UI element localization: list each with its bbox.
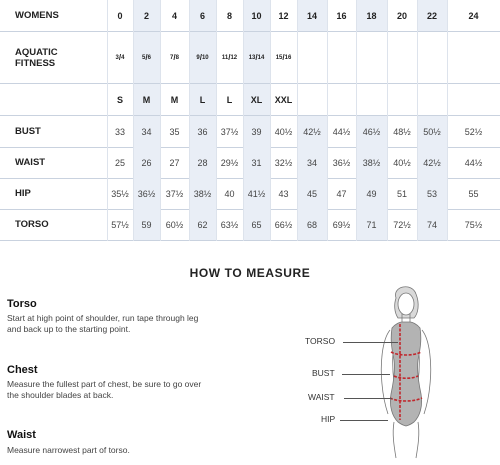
- measurement-row-bust: [0, 116, 500, 147]
- row-label: HIP: [15, 188, 31, 199]
- table-cell: 44½: [332, 126, 351, 137]
- measurement-row-waist: [0, 147, 500, 178]
- fraction-denominator: 10: [201, 54, 209, 61]
- measurement-row-torso: [0, 209, 500, 240]
- table-cell: 42½: [297, 116, 327, 147]
- fraction-denominator: 6: [147, 54, 151, 61]
- table-cell: 35½: [111, 188, 129, 199]
- table-cell: 69½: [332, 219, 351, 230]
- size-header-4: 4: [171, 10, 177, 21]
- fraction-numerator: 15: [275, 54, 283, 61]
- table-cell: 48½: [393, 126, 411, 137]
- aquatic-fitness-row: [0, 32, 500, 83]
- fraction-denominator: 8: [175, 54, 179, 61]
- figure-label-hip: HIP: [321, 414, 336, 424]
- table-cell: 41½: [243, 178, 270, 209]
- table-cell: 27: [169, 157, 180, 168]
- size-header-16: 16: [336, 10, 347, 21]
- letter-size-row: [0, 84, 500, 115]
- table-cell: 34: [133, 116, 160, 147]
- measurement-figure: [300, 284, 500, 459]
- table-cell: 40½: [393, 157, 411, 168]
- table-cell: 43: [278, 188, 289, 199]
- table-cell: 29½: [220, 157, 239, 168]
- size-header-18: 18: [356, 0, 387, 31]
- table-cell: 38½: [189, 178, 216, 209]
- letter-size-5: XL: [243, 84, 270, 115]
- table-cell: 55: [468, 188, 479, 199]
- table-cell: 36½: [332, 157, 351, 168]
- table-cell: 46½: [356, 116, 387, 147]
- chest-title: Chest: [7, 364, 38, 376]
- aquatic-label-line2: FITNESS: [15, 57, 56, 69]
- size-header-0: 0: [117, 10, 123, 21]
- table-cell: 49: [356, 178, 387, 209]
- figure-label-torso: TORSO: [305, 336, 336, 346]
- size-header-2: 2: [133, 0, 160, 31]
- table-cell: 35: [169, 126, 180, 137]
- table-cell: 26: [133, 147, 160, 178]
- table-cell: 63½: [220, 219, 239, 230]
- table-cell: 37½: [165, 188, 184, 199]
- table-cell: 32½: [274, 157, 293, 168]
- table-cell: 71: [356, 209, 387, 240]
- letter-size-3: L: [189, 84, 216, 115]
- letter-size-6: XXL: [274, 94, 293, 105]
- table-cell: 72½: [393, 219, 411, 230]
- table-cell: 38½: [356, 147, 387, 178]
- torso-title: Torso: [7, 298, 37, 310]
- table-cell: 74: [417, 209, 447, 240]
- waist-title: Waist: [7, 429, 36, 441]
- fraction-numerator: 5: [142, 54, 146, 61]
- table-cell: 45: [297, 178, 327, 209]
- fraction-denominator: 12: [230, 54, 238, 61]
- womens-header: WOMENS: [15, 10, 59, 21]
- table-cell: 37½: [220, 126, 239, 137]
- table-cell: 57½: [111, 219, 129, 230]
- table-cell: 62: [189, 209, 216, 240]
- fraction-numerator: 13: [248, 54, 256, 61]
- aquatic-size-2: 7 / 8: [170, 53, 179, 62]
- size-header-24: 24: [468, 10, 479, 21]
- measurement-row-hip: [0, 178, 500, 209]
- size-header-14: 14: [297, 0, 327, 31]
- fraction-denominator: 16: [284, 54, 292, 61]
- row-label: BUST: [15, 126, 41, 137]
- letter-size-4: L: [226, 94, 233, 105]
- fraction-denominator: 4: [121, 54, 125, 61]
- table-cell: 51: [396, 188, 407, 199]
- size-header-8: 8: [226, 10, 232, 21]
- table-cell: 28: [189, 147, 216, 178]
- table-cell: 59: [133, 209, 160, 240]
- chest-text: Measure the fullest part of chest, be sure to go over the shoulder blades at back.: [7, 379, 202, 400]
- figure-label-waist: WAIST: [308, 392, 335, 402]
- fraction-numerator: 3: [115, 54, 119, 61]
- table-cell: 52½: [464, 126, 483, 137]
- aquatic-size-3: 9 / 10: [189, 32, 216, 83]
- swimsuit-shape: [390, 322, 421, 426]
- letter-size-2: M: [170, 94, 179, 105]
- size-header-20: 20: [396, 10, 407, 21]
- table-cell: 44½: [464, 157, 483, 168]
- table-cell: 53: [417, 178, 447, 209]
- table-cell: 68: [297, 209, 327, 240]
- table-cell: 40: [224, 188, 235, 199]
- size-header-10: 10: [243, 0, 270, 31]
- table-cell: 33: [114, 126, 125, 137]
- aquatic-size-5: 13 / 14: [243, 32, 270, 83]
- aquatic-size-1: 5 / 6: [133, 32, 160, 83]
- letter-size-1: M: [133, 84, 160, 115]
- aquatic-size-0: 3 / 4: [115, 53, 125, 62]
- table-cell: 47: [336, 188, 347, 199]
- row-label: WAIST: [15, 157, 46, 168]
- table-cell: 36½: [133, 178, 160, 209]
- torso-text: Start at high point of shoulder, run tape through leg and back up to the starting point.: [7, 313, 199, 334]
- table-cell: 39: [243, 116, 270, 147]
- table-cell: 66½: [274, 219, 293, 230]
- table-cell: 75½: [464, 219, 483, 230]
- size-header-6: 6: [189, 0, 216, 31]
- table-cell: 31: [243, 147, 270, 178]
- fraction-numerator: 7: [170, 54, 174, 61]
- fraction-denominator: 14: [257, 54, 265, 61]
- table-cell: 40½: [274, 126, 293, 137]
- figure-label-bust: BUST: [312, 368, 335, 378]
- table-header-row: [0, 0, 500, 31]
- size-header-22: 22: [417, 0, 447, 31]
- aquatic-fitness-label: [0, 32, 108, 83]
- table-cell: 50½: [417, 116, 447, 147]
- table-cell: 36: [189, 116, 216, 147]
- aquatic-size-4: 11 / 12: [221, 53, 238, 62]
- waist-text: Measure narrowest part of torso.: [7, 445, 130, 455]
- how-to-measure-heading: HOW TO MEASURE: [189, 266, 311, 280]
- table-cell: 65: [243, 209, 270, 240]
- table-cell: 25: [114, 157, 125, 168]
- row-label: TORSO: [15, 219, 49, 230]
- table-cell: 34: [297, 147, 327, 178]
- fraction-numerator: 11: [221, 54, 229, 61]
- table-cell: 60½: [165, 219, 184, 230]
- aquatic-size-6: 15 / 16: [275, 53, 292, 62]
- letter-size-0: S: [116, 94, 123, 105]
- aquatic-label-line1: AQUATIC: [15, 46, 58, 58]
- table-cell: 42½: [417, 147, 447, 178]
- fraction-numerator: 9: [196, 54, 200, 61]
- size-header-12: 12: [278, 10, 289, 21]
